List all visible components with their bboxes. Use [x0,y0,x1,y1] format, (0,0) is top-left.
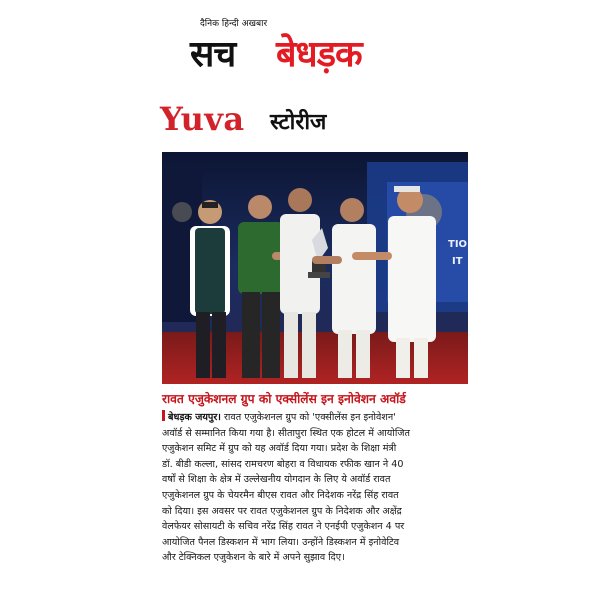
article-line-8: वेलफेयर सोसायटी के सचिव नरेंद्र सिंह रावत ने एनईपी एजुकेशन 4 पर [162,521,405,533]
article-line-3: एजुकेशन समिट में ग्रुप को यह अवॉर्ड दिया गया। प्रदेश के शिक्षा मंत्री [162,443,397,455]
article-line-10: और टेक्निकल एजुकेशन के बारे में अपने सुझाव दिए। [162,552,345,564]
photo-illustration [162,152,468,384]
article-line-5: वर्षों से शिक्षा के क्षेत्र में उल्लेखनीय योगदान के लिए ये अवॉर्ड रावत [162,474,391,486]
section-heading [160,100,440,140]
masthead-tagline: दैनिक हिन्दी अखबार [200,19,268,29]
article-line-6: एजुकेशनल ग्रुप के चेयरमैन बीएस रावत और निदेशक नरेंद्र सिंह रावत [162,489,399,501]
dateline-marker [162,410,165,421]
award-ceremony-photo [162,152,468,384]
article-line-9: आयोजित पैनल डिस्कशन में भाग लिया। उन्होंने डिस्कशन में इनोवेटिव [162,536,400,548]
section-title-stories: स्टोरीज [270,110,327,135]
article-line-1-text: रावत एजुकेशनल ग्रुप को 'एक्सीलेंस इन इनोवेशन' [223,412,396,423]
article-line-4: डॉ. बीडी कल्ला, सांसद रामचरण बोहरा व विधायक रफीक खान ने 40 [162,458,404,470]
masthead-brand-sach: सच [190,34,236,75]
masthead-brand-bedhadak: बेधड़क [276,34,362,75]
article-line-1 [162,410,476,426]
backdrop-text-1: TIO [448,239,468,250]
article-headline: रावत एजुकेशनल ग्रुप को एक्सीलेंस इन इनोवेशन अवॉर्ड [162,392,406,406]
article-line-7: को दिया। इस अवसर पर रावत एजुकेशनल ग्रुप के निदेशक और अक्षेंद्र [162,505,402,517]
person-1 [190,200,230,378]
article-line-2: अवॉर्ड से सम्मानित किया गया है। सीतापुरा स्थित एक होटल में आयोजित [162,427,410,439]
article-dateline: बेधड़क जयपुर। [168,412,221,423]
backdrop-text-2: IT [452,256,463,267]
article-body [162,410,476,566]
section-title-yuva: Yuva [160,100,245,138]
masthead [190,16,420,74]
